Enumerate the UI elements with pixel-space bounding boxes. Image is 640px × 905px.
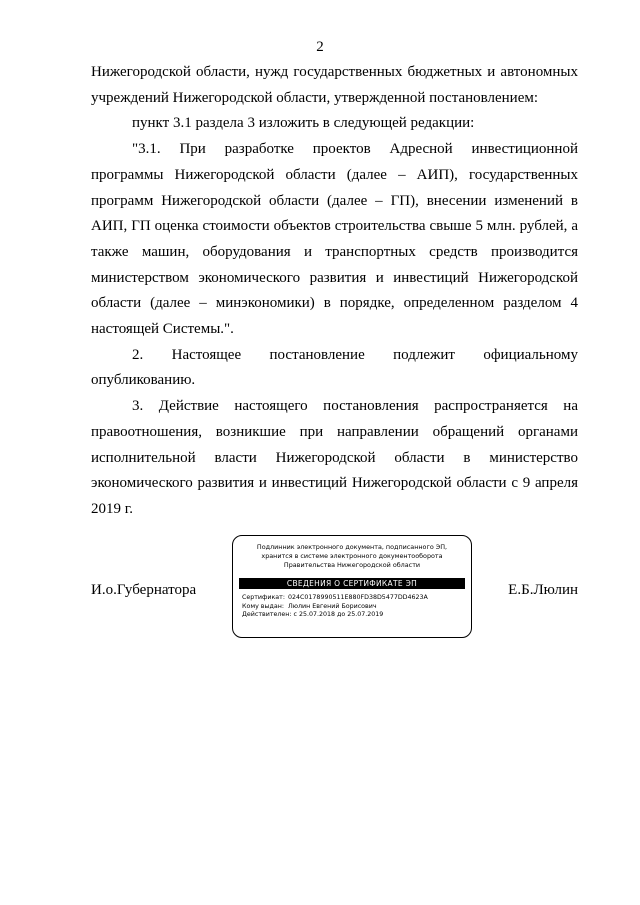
stamp-details [242, 594, 471, 620]
validity-row [242, 611, 471, 620]
stamp-banner: СВЕДЕНИЯ О СЕРТИФИКАТЕ ЭП [239, 578, 465, 589]
stamp-notice-line: хранится в системе электронного документооборота [261, 552, 443, 560]
certificate-label: Сертификат: [242, 594, 285, 601]
stamp-notice [233, 543, 471, 570]
paragraph-amendment-intro: пункт 3.1 раздела 3 изложить в следующей редакции: [132, 115, 475, 132]
electronic-signature-stamp [232, 535, 472, 638]
stamp-notice-line: Правительства Нижегородской области [283, 561, 421, 569]
paragraph-item-2: 2. Настоящее постановление подлежит официальному опубликованию. [91, 346, 578, 389]
validity-value: с 25.07.2018 до 25.07.2019 [293, 611, 384, 618]
signer-name: Е.Б.Люлин [508, 582, 578, 598]
paragraph-clause-3-1: "3.1. При разработке проектов Адресной инвестиционной программы Нижегородской области (далее – АИП), государственных программ Нижегородской области (далее – ГП), внесении изменений в АИП, ГП оценка стоимости объектов строительства свыше 5 млн. рублей, а также машин, оборудования и транспортных средств производится министерством экономического развития и инвестиций Нижегородской области (далее – минэкономики) в порядке, определенном разделом 4 настоящей Системы.". [91, 141, 578, 338]
validity-label: Действителен: [242, 611, 292, 618]
certificate-row [242, 594, 471, 603]
paragraph-item-3: 3. Действие настоящего постановления распространяется на правоотношения, возникшие при направлении обращений органами исполнительной власти Нижегородской области в министерство экономического развития и инвестиций Нижегородской области с 9 апреля 2019 г. [91, 398, 578, 517]
signer-title: И.о.Губернатора [91, 582, 197, 598]
issued-to-label: Кому выдан: [242, 602, 284, 610]
stamp-notice-line: Подлинник электронного документа, подписанного ЭП, [256, 543, 448, 551]
page-number: 2 [316, 39, 324, 55]
document-body [91, 60, 578, 523]
issued-to-value: Люлин Евгений Борисович [288, 602, 377, 610]
paragraph-continuation: Нижегородской области, нужд государственных бюджетных и автономных учреждений Нижегородской области, утвержденной постановлением: [91, 64, 578, 106]
issued-to-row [242, 603, 471, 612]
certificate-value: 024C0178990511E880FD38D5477DD4623A [288, 594, 428, 601]
